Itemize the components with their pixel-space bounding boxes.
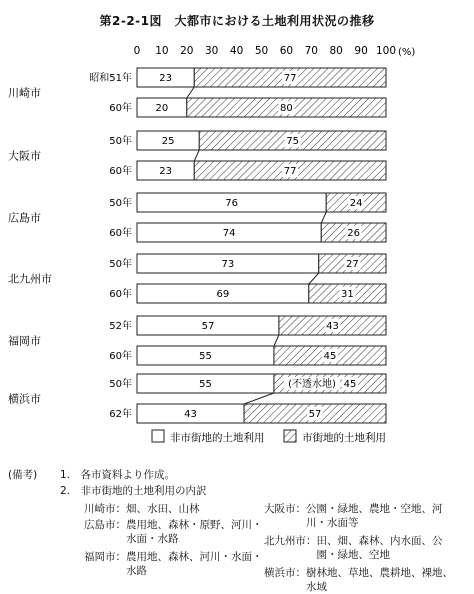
value-label-non-urban: 23 xyxy=(159,73,173,84)
note-right-5: 水域 xyxy=(264,581,327,593)
value-label-urban: 77 xyxy=(283,73,297,84)
note-left-0: 川崎市：畑、水田、山林 xyxy=(84,503,200,515)
value-label-urban: 45 xyxy=(323,351,337,362)
axis-unit: (%) xyxy=(398,47,416,58)
city-label: 大阪市 xyxy=(8,149,41,163)
x-tick-label: 20 xyxy=(180,45,194,57)
x-tick-label: 70 xyxy=(304,45,318,57)
year-label: 60年 xyxy=(109,289,132,300)
note-right-0: 大阪市：公園・緑地、農地・空地、河 xyxy=(264,503,443,515)
value-label-urban: 77 xyxy=(283,166,297,177)
year-label: 60年 xyxy=(109,103,132,114)
x-tick-label: 90 xyxy=(354,45,368,57)
year-label: 50年 xyxy=(109,379,132,390)
x-tick-label: 100 xyxy=(375,45,397,57)
legend-label-urban: 市街地的土地利用 xyxy=(302,432,386,444)
x-tick-label: 0 xyxy=(133,45,141,57)
value-label-urban: 24 xyxy=(349,198,363,209)
note-right-2: 北九州市：田、畑、森林、内水面、公 xyxy=(264,535,443,547)
city-label: 福岡市 xyxy=(8,334,41,348)
x-tick-label: 40 xyxy=(229,45,244,57)
x-tick-label: 80 xyxy=(329,45,343,57)
value-label-non-urban: 57 xyxy=(201,321,215,332)
legend-label-non-urban: 非市街地的土地利用 xyxy=(170,432,265,444)
x-tick-label: 30 xyxy=(205,45,219,57)
note-left-3: 福岡市：農用地、森林、河川・水面・ xyxy=(84,551,263,563)
boundary-connector xyxy=(309,273,319,284)
boundary-connector xyxy=(244,393,274,404)
notes-label: (備考) xyxy=(8,469,38,481)
note-right-3: 園・緑地、空地 xyxy=(264,549,390,561)
note-left-1: 広島市：農用地、森林・原野、河川・ xyxy=(84,519,263,531)
year-label: 60年 xyxy=(109,166,132,177)
year-label: 50年 xyxy=(109,198,132,209)
note-left-2: 水面・水路 xyxy=(84,533,179,545)
value-label-non-urban: 74 xyxy=(222,228,236,239)
note-right-4: 横浜市：樹林地、草地、農耕地、裸地、 xyxy=(264,567,453,579)
chart-title: 第2-2-1図 大都市における土地利用状況の推移 xyxy=(99,14,375,28)
boundary-connector xyxy=(187,87,194,98)
value-label-urban: 80 xyxy=(280,103,293,114)
year-label: 50年 xyxy=(109,259,132,270)
year-label: 50年 xyxy=(109,136,132,147)
year-label: 62年 xyxy=(109,409,132,420)
value-label-non-urban: 55 xyxy=(199,379,212,390)
value-label-urban: 26 xyxy=(347,228,360,239)
value-label-non-urban: 43 xyxy=(184,409,197,420)
note-right-1: 川・水面等 xyxy=(264,517,359,529)
city-label: 広島市 xyxy=(8,211,41,225)
year-label: 60年 xyxy=(109,351,132,362)
value-label-non-urban: 73 xyxy=(221,259,235,270)
value-label-urban: 27 xyxy=(346,259,359,270)
value-label-urban: 43 xyxy=(326,321,339,332)
year-label: 52年 xyxy=(109,321,132,332)
boundary-connector xyxy=(274,335,279,346)
note-1: 1. 各市資料より作成。 xyxy=(60,469,176,481)
value-label-non-urban: 69 xyxy=(216,289,230,300)
boundary-connector xyxy=(194,150,199,161)
year-label: 昭和51年 xyxy=(89,73,132,84)
value-label-urban: 45 xyxy=(343,379,357,390)
city-label: 北九州市 xyxy=(8,272,52,286)
value-label-urban: 75 xyxy=(286,136,299,147)
city-label: 横浜市 xyxy=(8,392,41,406)
value-label-non-urban: 25 xyxy=(161,136,175,147)
x-tick-label: 10 xyxy=(155,45,169,57)
value-label-urban: 31 xyxy=(341,289,354,300)
value-label-non-urban: 23 xyxy=(159,166,173,177)
value-label-non-urban: 76 xyxy=(225,198,238,209)
value-label-urban: 57 xyxy=(308,409,322,420)
legend-swatch-urban xyxy=(284,430,296,442)
legend-swatch-non-urban xyxy=(152,430,164,442)
value-label-non-urban: 20 xyxy=(155,103,169,114)
value-label-non-urban: 55 xyxy=(199,351,212,362)
boundary-connector xyxy=(321,212,326,223)
city-label: 川崎市 xyxy=(8,86,41,100)
note-left-4: 水路 xyxy=(84,565,147,577)
annotation-label: (不透水地) xyxy=(288,379,336,390)
x-tick-label: 50 xyxy=(254,45,269,57)
note-2: 2. 非市街地的土地利用の内訳 xyxy=(60,485,207,497)
year-label: 60年 xyxy=(109,228,132,239)
x-tick-label: 60 xyxy=(279,45,294,57)
